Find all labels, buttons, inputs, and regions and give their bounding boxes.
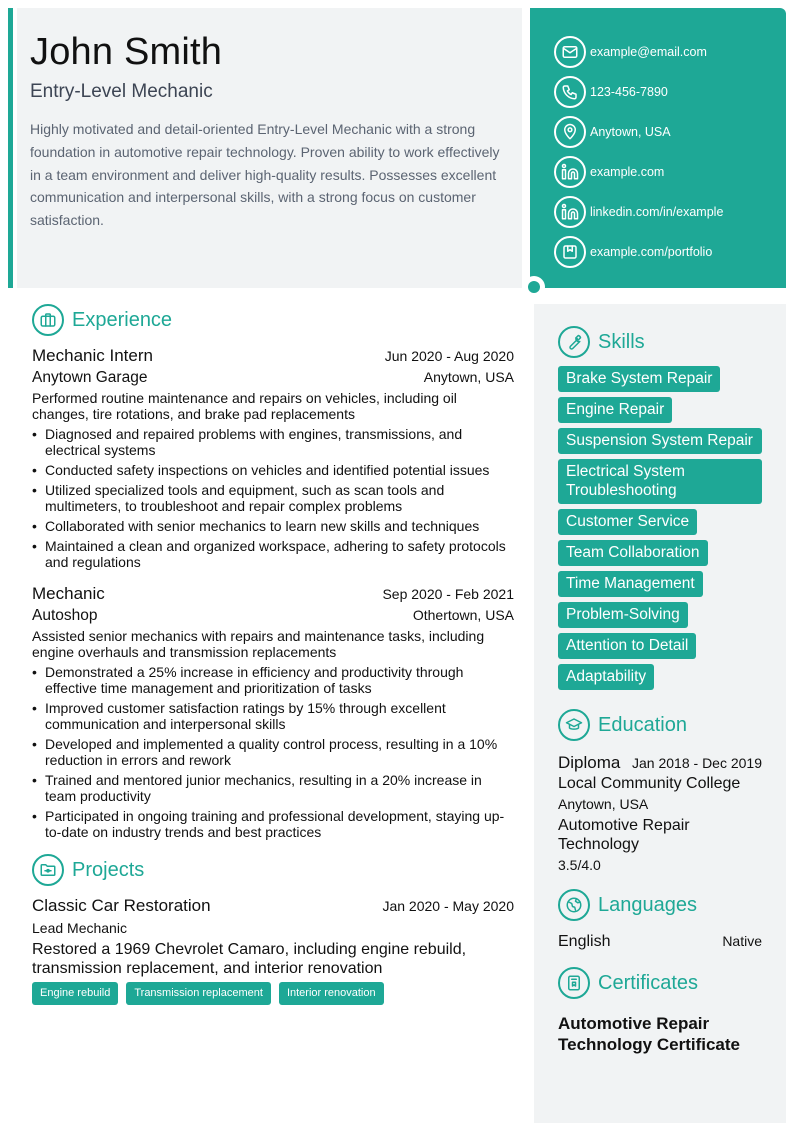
projects-title: Projects bbox=[72, 858, 145, 881]
contact-email-text: example@email.com bbox=[590, 45, 707, 59]
list-item: • Improved customer satisfaction ratings by 15% through excellent communication and interpersonal skills bbox=[32, 700, 514, 732]
project-tag: Interior renovation bbox=[279, 982, 384, 1005]
project-entry bbox=[32, 896, 514, 1005]
list-item: • Utilized specialized tools and equipment, such as scan tools and multimeters, to troubleshoot and repair complex problems bbox=[32, 482, 514, 514]
linkedin-icon bbox=[554, 196, 586, 228]
project-tags bbox=[32, 982, 514, 1005]
language-name: English bbox=[558, 933, 611, 950]
certificate-name: Automotive Repair Technology Certificate bbox=[558, 1014, 740, 1054]
certificates-heading bbox=[558, 967, 762, 999]
contact-location bbox=[554, 112, 786, 152]
map-pin-icon bbox=[554, 116, 586, 148]
project-description: Restored a 1969 Chevrolet Camaro, including engine rebuild, transmission replacement, and interior renovation bbox=[32, 941, 467, 977]
graduation-cap-icon bbox=[558, 709, 590, 741]
job-dates: Sep 2020 - Feb 2021 bbox=[382, 586, 514, 602]
wrench-icon bbox=[558, 326, 590, 358]
list-item: • Developed and implemented a quality control process, resulting in a 10% reduction in errors and rework bbox=[32, 736, 514, 768]
profile-summary: Highly motivated and detail-oriented Entry-Level Mechanic with a strong foundation in automotive repair technology. Proven ability to work effectively in a team environment and deliver high-quality results. Possesses excellent communication and interpersonal skills, with a strong focus on customer satisfaction. bbox=[30, 121, 500, 229]
job-location: Othertown, USA bbox=[412, 607, 514, 623]
project-tag: Engine rebuild bbox=[32, 982, 118, 1005]
list-item: • Trained and mentored junior mechanics, resulting in a 20% increase in team productivity bbox=[32, 772, 514, 804]
job-location: Anytown, USA bbox=[423, 369, 514, 385]
contact-website-text: example.com bbox=[590, 165, 665, 179]
skill-badge: Adaptability bbox=[558, 664, 654, 690]
education-gpa: 3.5/4.0 bbox=[558, 857, 601, 873]
email-icon bbox=[554, 36, 586, 68]
education-school: Local Community College bbox=[558, 775, 741, 792]
skill-badge: Problem-Solving bbox=[558, 602, 688, 628]
skill-badge: Engine Repair bbox=[558, 397, 672, 423]
job-entry bbox=[32, 584, 514, 840]
certificate-icon bbox=[558, 967, 590, 999]
job-title: Mechanic bbox=[32, 584, 105, 603]
languages-heading bbox=[558, 889, 762, 921]
job-description: Performed routine maintenance and repairs on vehicles, including oil changes, tire rotations, and brake pad replacements bbox=[32, 390, 457, 422]
project-role: Lead Mechanic bbox=[32, 920, 127, 936]
sidebar bbox=[534, 304, 786, 1123]
projects-heading bbox=[32, 854, 514, 886]
contact-portfolio[interactable] bbox=[554, 232, 786, 272]
project-dates: Jan 2020 - May 2020 bbox=[382, 898, 514, 914]
skill-badge: Electrical System Troubleshooting bbox=[558, 459, 762, 504]
job-bullets bbox=[32, 426, 514, 570]
skill-badge: Time Management bbox=[558, 571, 703, 597]
header-panel bbox=[17, 8, 522, 288]
contact-location-text: Anytown, USA bbox=[590, 125, 671, 139]
header-divider-dot bbox=[528, 281, 540, 293]
contact-email[interactable] bbox=[554, 32, 786, 72]
contact-panel bbox=[530, 8, 786, 288]
skills-title: Skills bbox=[598, 330, 645, 353]
education-dates: Jan 2018 - Dec 2019 bbox=[632, 755, 762, 771]
job-description: Assisted senior mechanics with repairs and maintenance tasks, including engine overhauls and transmission replacements bbox=[32, 628, 485, 660]
list-item: • Diagnosed and repaired problems with engines, transmissions, and electrical systems bbox=[32, 426, 514, 458]
language-level: Native bbox=[722, 933, 762, 949]
list-item: • Collaborated with senior mechanics to learn new skills and techniques bbox=[32, 518, 514, 534]
list-item: • Participated in ongoing training and professional development, staying up-to-date on industry trends and best practices bbox=[32, 808, 514, 840]
contact-phone-text: 123-456-7890 bbox=[590, 85, 668, 99]
globe-icon bbox=[558, 889, 590, 921]
header-accent-bar bbox=[8, 8, 13, 288]
project-title: Classic Car Restoration bbox=[32, 896, 211, 915]
skill-badge: Brake System Repair bbox=[558, 366, 720, 392]
languages-title: Languages bbox=[598, 893, 697, 916]
language-entry bbox=[558, 933, 762, 951]
list-item: • Demonstrated a 25% increase in efficiency and productivity through effective time management and prioritization of tasks bbox=[32, 664, 514, 696]
main-column bbox=[32, 304, 514, 1005]
briefcase-icon bbox=[32, 304, 64, 336]
linkedin-icon bbox=[554, 156, 586, 188]
job-entry bbox=[32, 346, 514, 570]
phone-icon bbox=[554, 76, 586, 108]
education-title: Education bbox=[598, 713, 687, 736]
education-field: Automotive Repair Technology bbox=[558, 817, 690, 853]
experience-heading bbox=[32, 304, 514, 336]
skill-badge: Team Collaboration bbox=[558, 540, 708, 566]
candidate-name: John Smith bbox=[30, 31, 223, 73]
skill-badge: Customer Service bbox=[558, 509, 697, 535]
job-title: Mechanic Intern bbox=[32, 346, 153, 365]
skill-badge: Suspension System Repair bbox=[558, 428, 762, 454]
portfolio-icon bbox=[554, 236, 586, 268]
job-company: Anytown Garage bbox=[32, 369, 148, 386]
education-degree: Diploma bbox=[558, 753, 621, 772]
candidate-role: Entry-Level Mechanic bbox=[30, 81, 213, 102]
skills-list bbox=[558, 366, 762, 695]
job-bullets bbox=[32, 664, 514, 840]
education-entry bbox=[558, 753, 762, 873]
contact-linkedin-text: linkedin.com/in/example bbox=[590, 205, 724, 219]
certificates-title: Certificates bbox=[598, 971, 699, 994]
folder-icon bbox=[32, 854, 64, 886]
contact-portfolio-text: example.com/portfolio bbox=[590, 245, 713, 259]
experience-title: Experience bbox=[72, 308, 173, 331]
project-tag: Transmission replacement bbox=[126, 982, 271, 1005]
contact-website[interactable] bbox=[554, 152, 786, 192]
contact-linkedin[interactable] bbox=[554, 192, 786, 232]
job-dates: Jun 2020 - Aug 2020 bbox=[384, 348, 514, 364]
education-heading bbox=[558, 709, 762, 741]
contact-phone[interactable] bbox=[554, 72, 786, 112]
skills-heading bbox=[558, 326, 762, 358]
skill-badge: Attention to Detail bbox=[558, 633, 696, 659]
list-item: • Conducted safety inspections on vehicles and identified potential issues bbox=[32, 462, 514, 478]
list-item: • Maintained a clean and organized workspace, adhering to safety protocols and regulations bbox=[32, 538, 514, 570]
education-location: Anytown, USA bbox=[558, 796, 649, 812]
job-company: Autoshop bbox=[32, 607, 98, 624]
